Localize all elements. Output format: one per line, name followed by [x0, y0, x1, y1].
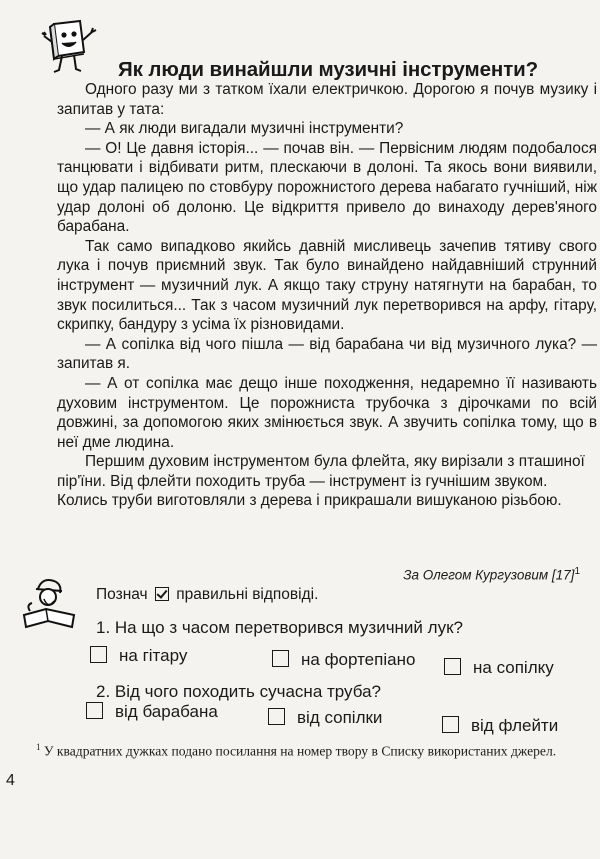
answer-option[interactable]: від флейти — [442, 716, 558, 736]
answer-option[interactable]: на сопілку — [444, 658, 554, 678]
answer-option[interactable]: від сопілки — [268, 708, 382, 728]
footnote-mark: 1 — [574, 566, 580, 577]
footnote-text: У квадратних дужках подано посилання на номер твору в Списку використаних джерел. — [43, 743, 557, 759]
page-title: Як люди винайшли музичні інструменти? — [118, 58, 539, 81]
checkbox[interactable] — [442, 716, 459, 733]
story-paragraph: Одного разу ми з татком їхали електричкою. Дорогою я почув музику і запитав у тата: — [57, 81, 597, 118]
reading-character-icon — [18, 575, 82, 631]
question-1: 1. На що з часом перетворився музичний лук? — [96, 618, 463, 637]
page-number: 4 — [6, 772, 15, 789]
footnote — [36, 742, 556, 760]
footnote-mark: 1 — [36, 742, 41, 752]
author-attribution — [403, 566, 580, 583]
story-paragraph: Так само випадково якийсь давній мисливець зачепив тятиву свого лука і почув приємний звук. Так було винайдено найдавніший струнний інструмент — музичний лук. А якщо таку струну натягнути на барабан, то звук посилиться... Так з часом музичний лук перетворився на арфу, гітару, скрипку, бандуру з усіма їх різновидами. — [57, 237, 597, 334]
checkbox[interactable] — [90, 646, 107, 663]
checkbox[interactable] — [444, 658, 461, 675]
exercise-instruction — [96, 586, 318, 604]
checkbox[interactable] — [268, 708, 285, 725]
story-paragraph: Першим духовим інструментом була флейта, яку вирізали з пташиної пір'їни. Від флейти походить труба — інструмент із гучнішим звуком. Колись труби виготовляли з дерева і прикрашали вишуканою різьбою. — [57, 453, 585, 510]
story-text — [57, 80, 597, 511]
checkbox[interactable] — [86, 702, 103, 719]
answer-option[interactable]: на фортепіано — [272, 650, 415, 670]
checkbox[interactable] — [272, 650, 289, 667]
instruction-text: Познач — [96, 586, 148, 603]
story-paragraph: — О! Це давня історія... — почав він. — Первісним людям подобалося танцювати і відбивати ритм, плескаючи в долоні. Та якось вони виявили, що удар палицею по стовбуру порожнистого дерева набагато гучніший, ніж удар долоні об долоню. Це відкриття привело до винаходу дерев'яного барабана. — [57, 139, 597, 236]
book-character-icon — [40, 18, 100, 80]
question-2: 2. Від чого походить сучасна труба? — [96, 682, 381, 701]
story-paragraph: — А от сопілка має дещо інше походження, недаремно її називають духовим інструментом. Це порожниста трубочка з дірочками по всій довжині, за допомогою яких змінюється звук. А звучить сопілка тому, що в неї дме людина. — [57, 374, 597, 451]
author-name: За Олегом Кургузовим [17] — [403, 567, 575, 583]
title-row — [40, 18, 580, 84]
answer-option[interactable]: від барабана — [86, 702, 218, 722]
story-paragraph: — А як люди вигадали музичні інструменти? — [85, 120, 404, 138]
story-paragraph: — А сопілка від чого пішла — від барабана чи від музичного лука? — запитав я. — [57, 335, 597, 373]
checked-box-icon — [155, 587, 169, 601]
instruction-text: правильні відповіді. — [176, 586, 319, 603]
answer-option[interactable]: на гітару — [90, 646, 187, 666]
